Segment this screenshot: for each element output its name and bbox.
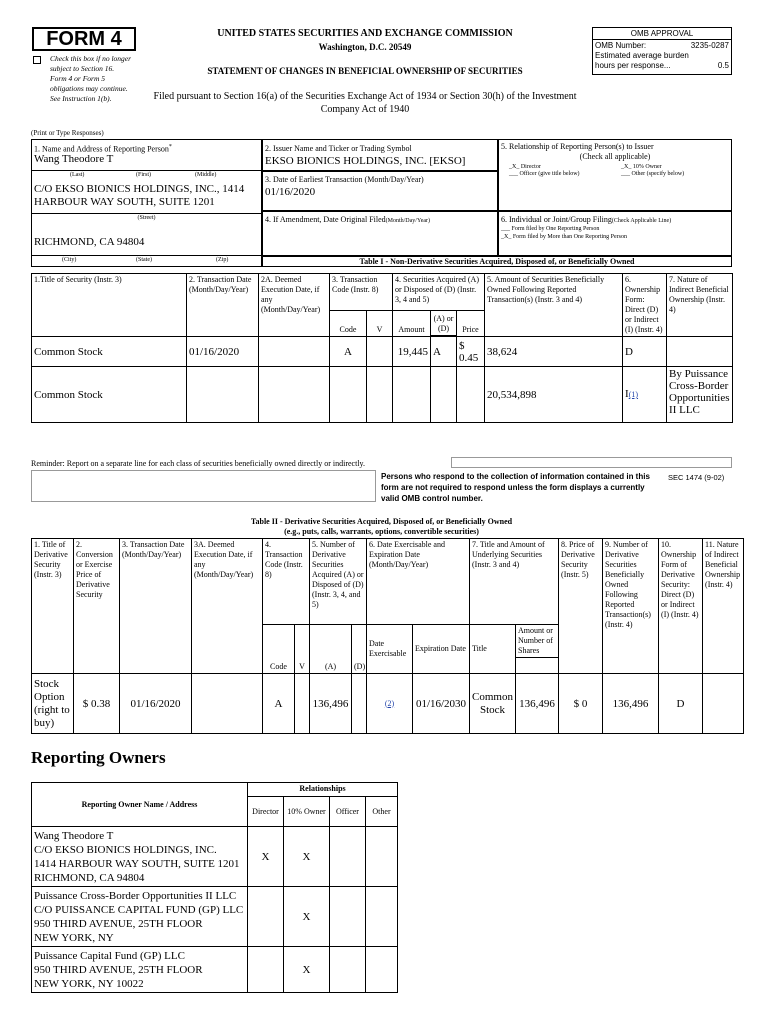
- t2-h-number: 5. Number of Derivative Securities Acquired (A) or Disposed of (D) (Instr. 3, 4, and 5): [310, 539, 367, 625]
- footnote-2-link[interactable]: (2): [384, 698, 395, 708]
- t2-h-exer-sub: Date Exercisable: [367, 625, 413, 674]
- no-longer-subject-checkbox[interactable]: [33, 56, 41, 64]
- t1-r0-nature: [667, 337, 733, 367]
- t1-h-owned: 5. Amount of Securities Beneficially Owned Following Reported Transaction(s) (Instr. 3 and 4): [485, 274, 623, 337]
- omb-approval-box: [592, 27, 732, 75]
- officer-header: Officer: [330, 797, 366, 827]
- omb-number: 3235-0287: [690, 41, 729, 50]
- filing-label: 6. Individual or Joint/Group Filing: [501, 215, 612, 224]
- t1-r0-date: 01/16/2020: [187, 337, 259, 367]
- print-type-note: (Print or Type Responses): [31, 129, 104, 137]
- relationship-other[interactable]: ___ Other (specify below): [621, 171, 685, 177]
- owner-0-officer: [330, 827, 366, 887]
- filing-box: [498, 211, 732, 256]
- checkbox-text: Check this box if no longer subject to Section 16. Form 4 or Form 5 obligations may continue. See Instruction 1(b).: [50, 54, 132, 103]
- t2-r0-dprice: $ 0: [559, 674, 603, 734]
- table-row: [32, 367, 733, 423]
- owner-2-address: Puissance Capital Fund (GP) LLC 950 THIRD AVENUE, 25TH FLOOR NEW YORK, NY 10022: [32, 947, 248, 993]
- t2-r0-price: $ 0.38: [74, 674, 120, 734]
- t2-r0-utitle: Common Stock: [470, 674, 516, 734]
- reminder-text: Reminder: Report on a separate line for each class of securities beneficially owned directly or indirectly.: [31, 459, 366, 468]
- relationships-header: Relationships: [248, 783, 398, 797]
- owner-1-ten: X: [284, 887, 330, 947]
- earliest-date-box: [262, 171, 498, 211]
- reporting-person-name: Wang Theodore T: [34, 153, 114, 165]
- t2-r0-a: 136,496: [310, 674, 352, 734]
- relationship-director[interactable]: _X_ Director: [509, 164, 541, 170]
- table2-subtitle: (e.g., puts, calls, warrants, options, convertible securities): [284, 527, 479, 536]
- owner-0-other: [366, 827, 398, 887]
- t2-h-underlying: 7. Title and Amount of Underlying Securities (Instr. 3 and 4): [470, 539, 559, 625]
- table-row: [32, 827, 398, 887]
- owner-0-director: X: [248, 827, 284, 887]
- t2-r0-uamount: 136,496: [516, 674, 559, 734]
- t2-h-a-sub: (A): [310, 625, 352, 674]
- state-label: (State): [136, 257, 152, 263]
- t2-h-d-sub: (D): [352, 625, 367, 674]
- filing-more-persons[interactable]: _X_ Form filed by More than One Reporting Person: [501, 234, 627, 240]
- t2-h-price: 2. Conversion or Exercise Price of Derivative Security: [74, 539, 120, 674]
- issuer-value: EKSO BIONICS HOLDINGS, INC. [EKSO]: [265, 155, 466, 167]
- t1-r0-code: A: [330, 337, 367, 367]
- director-header: Director: [248, 797, 284, 827]
- t2-h-code: 4. Transaction Code (Instr. 8): [263, 539, 310, 625]
- t2-h-owned: 9. Number of Derivative Securities Beneficially Owned Following Reported Transaction(s) (Instr. 4): [603, 539, 659, 674]
- sec-code: SEC 1474 (9-02): [668, 473, 725, 482]
- owner-name-header: Reporting Owner Name / Address: [32, 783, 248, 827]
- table2-title: Table II - Derivative Securities Acquired, Disposed of, or Beneficially Owned: [250, 517, 513, 526]
- table-row: [32, 337, 733, 367]
- t2-h-exercisable: 6. Date Exercisable and Expiration Date (Month/Day/Year): [367, 539, 470, 625]
- table-row: [32, 947, 398, 993]
- t1-h-deemed: 2A. Deemed Execution Date, if any (Month/Day/Year): [259, 274, 330, 337]
- relationship-label: 5. Relationship of Reporting Person(s) to Issuer: [501, 142, 654, 151]
- statement-title: STATEMENT OF CHANGES IN BENEFICIAL OWNERSHIP OF SECURITIES: [207, 66, 523, 76]
- amendment-label: 4. If Amendment, Date Original Filed: [265, 215, 386, 224]
- ten-percent-header: 10% Owner: [284, 797, 330, 827]
- relationship-sub: (Check all applicable): [579, 152, 651, 161]
- t1-r0-form: D: [623, 337, 667, 367]
- city-state-zip-labels: [31, 255, 262, 267]
- t1-r1-code: [330, 367, 367, 423]
- t2-r0-nature: [703, 674, 744, 734]
- reporting-person-city: RICHMOND, CA 94804: [34, 236, 145, 248]
- t2-h-code-sub: Code: [263, 625, 295, 674]
- omb-burden-line-1: Estimated average burden: [595, 51, 689, 60]
- t1-r0-title: Common Stock: [32, 337, 187, 367]
- table1-title: Table I - Non-Derivative Securities Acquired, Disposed of, or Beneficially Owned: [262, 256, 732, 267]
- t2-r0-code: A: [263, 674, 295, 734]
- reporting-person-label: 1. Name and Address of Reporting Person: [34, 144, 169, 154]
- relationship-officer[interactable]: ___ Officer (give title below): [509, 171, 580, 177]
- t1-h-date: 2. Transaction Date (Month/Day/Year): [187, 274, 259, 337]
- omb-title: OMB APPROVAL: [593, 28, 731, 40]
- t1-h-amount-sub: Amount: [393, 311, 431, 337]
- persons-notice: Persons who respond to the collection of information contained in this form are not required to respond unless the form displays a currently valid OMB control number.: [381, 472, 650, 503]
- t1-r0-price: $ 0.45: [457, 337, 485, 367]
- t1-h-aord-sub: (A) or (D): [431, 311, 457, 336]
- t1-h-code: 3. Transaction Code (Instr. 8): [330, 274, 393, 311]
- reminder-right-box: [451, 457, 732, 468]
- reporting-owners-heading: Reporting Owners: [31, 748, 166, 767]
- agency-name: UNITED STATES SECURITIES AND EXCHANGE COMMISSION: [217, 28, 513, 39]
- non-derivative-table: [31, 273, 733, 423]
- middle-label: (Middle): [195, 172, 217, 178]
- agency-location: Washington, D.C. 20549: [318, 42, 412, 52]
- t1-r1-nature: By Puissance Cross-Border Opportunities II LLC: [667, 367, 733, 423]
- t1-h-code-sub: Code: [330, 311, 367, 337]
- reporting-owners-table: [31, 782, 398, 993]
- earliest-date-label: 3. Date of Earliest Transaction (Month/Day/Year): [265, 175, 424, 184]
- owner-2-ten: X: [284, 947, 330, 993]
- t2-r0-v: [295, 674, 310, 734]
- t2-r0-d: [352, 674, 367, 734]
- amendment-sub: (Month/Day/Year): [385, 218, 431, 224]
- t2-h-dprice: 8. Price of Derivative Security (Instr. 5): [559, 539, 603, 674]
- earliest-date-value: 01/16/2020: [265, 186, 316, 198]
- zip-label: (Zip): [216, 257, 229, 263]
- owner-2-director: [248, 947, 284, 993]
- street-label: (Street): [32, 213, 261, 221]
- t2-h-uamount-sub: Amount or Number of Shares: [516, 625, 559, 658]
- t1-r0-aord: A: [431, 337, 457, 367]
- owner-2-other: [366, 947, 398, 993]
- owner-1-director: [248, 887, 284, 947]
- t1-h-form: 6. Ownership Form: Direct (D) or Indirect (I) (Instr. 4): [623, 274, 667, 337]
- issuer-box: [262, 139, 498, 171]
- city-label: (City): [62, 257, 77, 263]
- t1-r0-amount: 19,445: [393, 337, 431, 367]
- t1-h-v-sub: V: [367, 311, 393, 337]
- owner-2-officer: [330, 947, 366, 993]
- form-title-box: [32, 27, 136, 51]
- issuer-label: 2. Issuer Name and Ticker or Trading Symbol: [265, 144, 412, 153]
- filed-pursuant: Filed pursuant to Section 16(a) of the Securities Exchange Act of 1934 or Section 30(h) of the Investment Company Act of 1940: [153, 91, 577, 115]
- first-label: (First): [136, 172, 151, 178]
- t2-h-date: 3. Transaction Date (Month/Day/Year): [120, 539, 192, 674]
- reminder-left-box: [31, 470, 376, 502]
- owner-1-officer: [330, 887, 366, 947]
- amendment-box: [262, 211, 498, 256]
- t2-h-exp-sub: Expiration Date: [413, 625, 470, 674]
- t1-r1-owned: 20,534,898: [485, 367, 623, 423]
- t2-h-nature: 11. Nature of Indirect Beneficial Ownership (Instr. 4): [703, 539, 744, 674]
- t2-r0-title: Stock Option (right to buy): [32, 674, 74, 734]
- t1-r1-title: Common Stock: [32, 367, 187, 423]
- form-title: FORM 4: [46, 28, 122, 50]
- t1-h-nature: 7. Nature of Indirect Beneficial Ownership (Instr. 4): [667, 274, 733, 337]
- omb-number-label: OMB Number:: [595, 41, 647, 50]
- t1-r1-amount: [393, 367, 431, 423]
- t2-r0-exp: 01/16/2030: [413, 674, 470, 734]
- t1-r1-aord: [431, 367, 457, 423]
- filing-sub: (Check Applicable Line): [611, 218, 672, 224]
- t2-h-deemed: 3A. Deemed Execution Date, if any (Month/Day/Year): [192, 539, 263, 674]
- t1-r1-deemed: [259, 367, 330, 423]
- table-row: [32, 674, 744, 734]
- t1-h-title: 1.Title of Security (Instr. 3): [32, 274, 187, 337]
- filing-one-person[interactable]: ___ Form filed by One Reporting Person: [501, 226, 600, 232]
- omb-burden-value: 0.5: [717, 61, 729, 70]
- t1-h-acquired: 4. Securities Acquired (A) or Disposed of (D) (Instr. 3, 4 and 5): [393, 274, 485, 311]
- table-row: [32, 887, 398, 947]
- footnote-1-link[interactable]: (1): [628, 390, 639, 399]
- t1-r1-form: I: [625, 388, 629, 400]
- t1-r0-v: [367, 337, 393, 367]
- t2-r0-date: 01/16/2020: [120, 674, 192, 734]
- t2-h-utitle-sub: Title: [470, 625, 516, 674]
- reporting-person-address: C/O EKSO BIONICS HOLDINGS, INC., 1414 HARBOUR WAY SOUTH, SUITE 1201: [34, 183, 245, 208]
- owner-1-other: [366, 887, 398, 947]
- t2-h-v-sub: V: [295, 625, 310, 674]
- t2-h-form: 10. Ownership Form of Derivative Security: Direct (D) or Indirect (I) (Instr. 4): [659, 539, 703, 674]
- relationship-box: [498, 139, 732, 211]
- other-header: Other: [366, 797, 398, 827]
- t1-r1-price: [457, 367, 485, 423]
- t1-h-price-sub: Price: [457, 311, 485, 337]
- derivative-table: [31, 538, 744, 734]
- t1-r0-owned: 38,624: [485, 337, 623, 367]
- t2-h-title: 1. Title of Derivative Security (Instr. 3): [32, 539, 74, 674]
- reporting-person-box: 1. Name and Address of Reporting Person* Wang Theodore T (Last) (First) (Middle) C/O EKSO BIONICS HOLDINGS, INC., 1414 HARBOUR WAY SOUTH, SUITE 1201 (Street) RICHMOND, CA 94804: [31, 139, 262, 256]
- t1-r0-deemed: [259, 337, 330, 367]
- omb-burden-line-2: hours per response...: [595, 61, 671, 70]
- t1-r1-v: [367, 367, 393, 423]
- relationship-ten-percent[interactable]: _X_ 10% Owner: [621, 164, 662, 170]
- owner-0-address: Wang Theodore T C/O EKSO BIONICS HOLDINGS, INC. 1414 HARBOUR WAY SOUTH, SUITE 1201 RICHMOND, CA 94804: [32, 827, 248, 887]
- t2-r0-owned: 136,496: [603, 674, 659, 734]
- owner-1-address: Puissance Cross-Border Opportunities II LLC C/O PUISSANCE CAPITAL FUND (GP) LLC 950 THIRD AVENUE, 25TH FLOOR NEW YORK, NY: [32, 887, 248, 947]
- t1-r1-date: [187, 367, 259, 423]
- last-label: (Last): [70, 172, 85, 178]
- t2-r0-deemed: [192, 674, 263, 734]
- t2-r0-form: D: [659, 674, 703, 734]
- owner-0-ten: X: [284, 827, 330, 887]
